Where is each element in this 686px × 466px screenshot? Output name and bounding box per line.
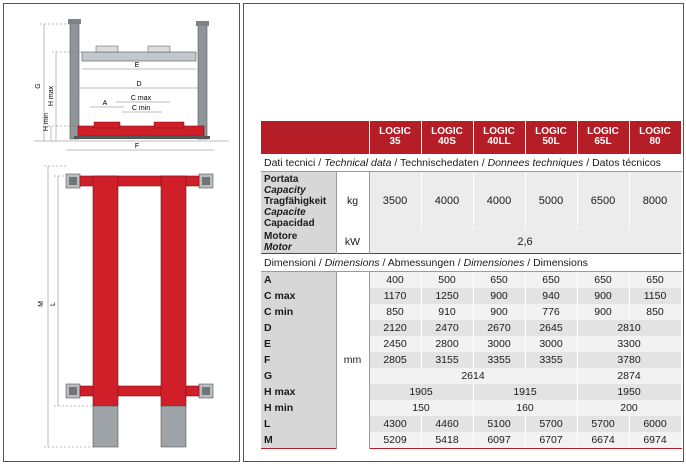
dim-row-L (261, 416, 681, 432)
model-header-logic-40s: LOGIC 40S (421, 121, 473, 154)
right-runway (161, 176, 186, 406)
cell-value: 940 (525, 288, 577, 304)
row-label: E (261, 336, 336, 352)
capacity-value: 6500 (577, 172, 629, 231)
cell-value: 400 (369, 272, 421, 289)
cell-value: 5700 (577, 416, 629, 432)
capacity-value: 4000 (473, 172, 525, 231)
row-label: H max (261, 384, 336, 400)
left-ramp (93, 406, 118, 447)
motor-unit: kW (336, 230, 369, 254)
dim-row-C-max (261, 288, 681, 304)
cell-value: 5418 (421, 432, 473, 449)
row-label: M (261, 432, 336, 449)
technical-data-heading-row (261, 154, 681, 172)
cell-value: 3355 (525, 352, 577, 368)
cell-value: 2805 (369, 352, 421, 368)
cell-value: 900 (473, 288, 525, 304)
cell-value: 2120 (369, 320, 421, 336)
cell-value: 2614 (369, 368, 577, 384)
cell-value: 6707 (525, 432, 577, 449)
drawing-panel (3, 3, 240, 462)
model-header-logic-35: LOGIC 35 (369, 121, 421, 154)
left-runway (93, 176, 118, 406)
model-header-logic-50l: LOGIC 50L (525, 121, 577, 154)
cell-value: 6000 (629, 416, 681, 432)
model-header-row (261, 121, 681, 154)
cell-value: 2450 (369, 336, 421, 352)
cell-value: 6974 (629, 432, 681, 449)
motor-row (261, 230, 681, 254)
cell-value: 650 (473, 272, 525, 289)
cell-value: 2470 (421, 320, 473, 336)
label-L: L (50, 302, 57, 306)
cell-value: 1950 (577, 384, 681, 400)
label-M: M (38, 301, 45, 307)
cell-value: 650 (525, 272, 577, 289)
cell-value: 150 (369, 400, 473, 416)
label-H-min: H min (43, 112, 50, 132)
dimensions-unit: mm (336, 272, 369, 449)
label-H-max: H max (48, 85, 55, 107)
label-C-max: C max (130, 95, 152, 102)
dim-row-H-max (261, 384, 681, 400)
cell-value: 6097 (473, 432, 525, 449)
raised-platform (82, 52, 196, 61)
lift-drawing (4, 4, 241, 463)
cell-value: 4300 (369, 416, 421, 432)
dim-row-A (261, 272, 681, 289)
cell-value: 900 (473, 304, 525, 320)
cell-value: 1150 (629, 288, 681, 304)
dim-row-F (261, 352, 681, 368)
label-G: G (35, 83, 42, 89)
right-ramp (161, 406, 186, 447)
capacity-unit: kg (336, 172, 369, 231)
cell-value: 776 (525, 304, 577, 320)
cell-value: 5100 (473, 416, 525, 432)
cell-value: 850 (629, 304, 681, 320)
cell-value: 6674 (577, 432, 629, 449)
capacity-value: 3500 (369, 172, 421, 231)
dim-row-E (261, 336, 681, 352)
cell-value: 3355 (473, 352, 525, 368)
cell-value: 500 (421, 272, 473, 289)
cell-value: 650 (629, 272, 681, 289)
row-label: F (261, 352, 336, 368)
label-E: E (134, 62, 140, 69)
cell-value: 650 (577, 272, 629, 289)
label-F: F (134, 143, 140, 150)
cell-value: 2670 (473, 320, 525, 336)
model-header-logic-40ll: LOGIC 40LL (473, 121, 525, 154)
label-C-min: C min (131, 105, 151, 112)
row-label: C min (261, 304, 336, 320)
model-header-logic-65l: LOGIC 65L (577, 121, 629, 154)
cell-value: 3300 (577, 336, 681, 352)
cell-value: 3155 (421, 352, 473, 368)
capacity-value: 8000 (629, 172, 681, 231)
capacity-row (261, 172, 681, 231)
left-column (70, 23, 79, 139)
cell-value: 1250 (421, 288, 473, 304)
cell-value: 4460 (421, 416, 473, 432)
cell-value: 2810 (577, 320, 681, 336)
cell-value: 2800 (421, 336, 473, 352)
dim-row-D (261, 320, 681, 336)
row-label: H min (261, 400, 336, 416)
front-elevation (34, 19, 229, 150)
dimensions-heading-row (261, 254, 681, 272)
spec-table (261, 121, 682, 449)
capacity-value: 4000 (421, 172, 473, 231)
header-corner (261, 121, 369, 154)
label-D: D (136, 81, 142, 88)
dimensions-heading: Dimensioni / Dimensions / Abmessungen / Dimensiones / Dimensions (261, 254, 681, 272)
cell-value: 1170 (369, 288, 421, 304)
cell-value: 900 (577, 304, 629, 320)
dim-row-M (261, 432, 681, 449)
label-A: A (102, 100, 108, 107)
cell-value: 1915 (473, 384, 577, 400)
cell-value: 5700 (525, 416, 577, 432)
capacity-value: 5000 (525, 172, 577, 231)
row-label: D (261, 320, 336, 336)
dim-row-G (261, 368, 681, 384)
cell-value: 200 (577, 400, 681, 416)
model-header-logic-80: LOGIC 80 (629, 121, 681, 154)
technical-data-heading: Dati tecnici / Technical data / Technischedaten / Donnees techniques / Datos técnicos (261, 154, 681, 172)
dim-row-C-min (261, 304, 681, 320)
row-label: C max (261, 288, 336, 304)
motor-value: 2,6 (369, 230, 681, 254)
dim-row-H-min (261, 400, 681, 416)
spec-panel (243, 3, 684, 462)
plan-view (38, 166, 213, 447)
cell-value: 2645 (525, 320, 577, 336)
cell-value: 2874 (577, 368, 681, 384)
cell-value: 850 (369, 304, 421, 320)
motor-label: Motore Motor (261, 230, 336, 254)
row-label: G (261, 368, 336, 384)
row-label: L (261, 416, 336, 432)
cell-value: 900 (577, 288, 629, 304)
capacity-label: Portata Capacity Tragfähigkeit Capacite Capacidad (261, 172, 336, 231)
cell-value: 1905 (369, 384, 473, 400)
cell-value: 3780 (577, 352, 681, 368)
cell-value: 3000 (473, 336, 525, 352)
cell-value: 910 (421, 304, 473, 320)
cell-value: 160 (473, 400, 577, 416)
row-label: A (261, 272, 336, 289)
cell-value: 3000 (525, 336, 577, 352)
right-column (198, 25, 207, 139)
cell-value: 5209 (369, 432, 421, 449)
